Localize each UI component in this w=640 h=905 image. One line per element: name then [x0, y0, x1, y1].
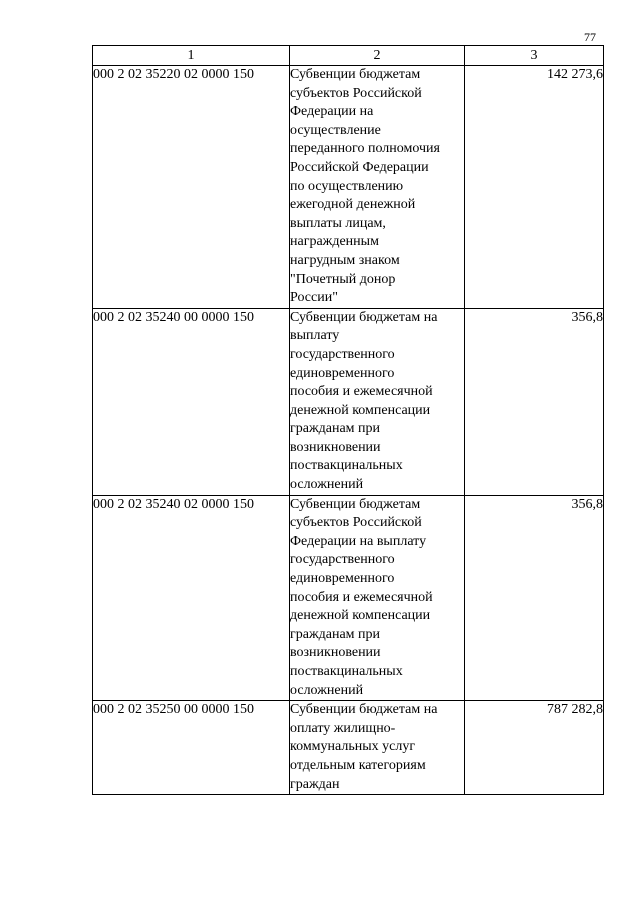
row-name-line: осложнений — [290, 682, 364, 698]
row-name-line: отдельным категориям — [290, 757, 426, 773]
row-name-line: награжденным — [290, 234, 379, 250]
table-header-row — [93, 46, 604, 66]
row-name-line: Субвенции бюджетам — [290, 67, 421, 82]
row-name-line: единовременного — [290, 571, 395, 587]
row-name-line: выплаты лицам, — [290, 215, 386, 231]
row-name-line: денежной компенсации — [290, 608, 431, 624]
row-name-line: выплату — [290, 328, 340, 344]
column-header-3: 3 — [465, 46, 604, 66]
row-name-line: переданного полномочия — [290, 141, 440, 157]
row-name-line: единовременного — [290, 365, 395, 381]
table-row — [93, 66, 604, 309]
row-amount: 142 273,6 — [465, 66, 604, 309]
row-name — [290, 701, 465, 795]
row-name-line: Российской Федерации — [290, 159, 429, 175]
row-code: 000 2 02 35250 00 0000 150 — [93, 701, 290, 795]
row-name-line: гражданам при — [290, 626, 381, 642]
row-amount: 356,8 — [465, 495, 604, 701]
row-name-line: ежегодной денежной — [290, 197, 416, 213]
budget-table — [92, 45, 604, 795]
row-name-line: оплату жилищно- — [290, 720, 396, 736]
table-row — [93, 701, 604, 795]
row-name-line: коммунальных услуг — [290, 739, 416, 755]
row-name-line: поствакцинальных — [290, 664, 403, 679]
row-name-line: Федерации на выплату — [290, 533, 427, 549]
row-name-line: государственного — [290, 552, 395, 568]
row-name-line: возникновении — [290, 645, 381, 661]
column-header-1: 1 — [93, 46, 290, 66]
row-name-line: по осуществлению — [290, 178, 404, 194]
row-name-line: пособия и ежемесячной — [290, 589, 433, 605]
row-name-line: Субвенции бюджетам на — [290, 702, 438, 718]
row-name — [290, 66, 465, 309]
row-name-line: Субвенции бюджетам — [290, 496, 421, 512]
row-name-line: денежной компенсации — [290, 402, 431, 418]
row-amount: 356,8 — [465, 308, 604, 495]
row-name-line: государственного — [290, 346, 395, 362]
page-number: 77 — [584, 30, 596, 44]
row-code: 000 2 02 35240 00 0000 150 — [93, 308, 290, 495]
row-name-line: нагрудным знаком — [290, 252, 400, 268]
column-header-2: 2 — [290, 46, 465, 66]
row-name — [290, 495, 465, 701]
row-name-line: Субвенции бюджетам на — [290, 309, 438, 325]
row-name-line: осложнений — [290, 477, 364, 493]
row-name-line: "Почетный донор — [290, 271, 396, 287]
row-name-line: Федерации на — [290, 104, 374, 120]
row-code: 000 2 02 35240 02 0000 150 — [93, 495, 290, 701]
row-amount: 787 282,8 — [465, 701, 604, 795]
row-name-line: осуществление — [290, 122, 381, 138]
row-name-line: субъектов Российской — [290, 85, 422, 101]
row-name-line: возникновении — [290, 439, 381, 455]
row-name-line: гражданам при — [290, 421, 381, 437]
row-name-line: пособия и ежемесячной — [290, 384, 433, 400]
row-name-line: поствакцинальных — [290, 458, 403, 474]
row-name — [290, 308, 465, 495]
table-row — [93, 308, 604, 495]
row-code: 000 2 02 35220 02 0000 150 — [93, 66, 290, 309]
row-name-line: России" — [290, 290, 338, 306]
table-row — [93, 495, 604, 701]
row-name-line: граждан — [290, 776, 340, 792]
row-name-line: субъектов Российской — [290, 515, 422, 531]
